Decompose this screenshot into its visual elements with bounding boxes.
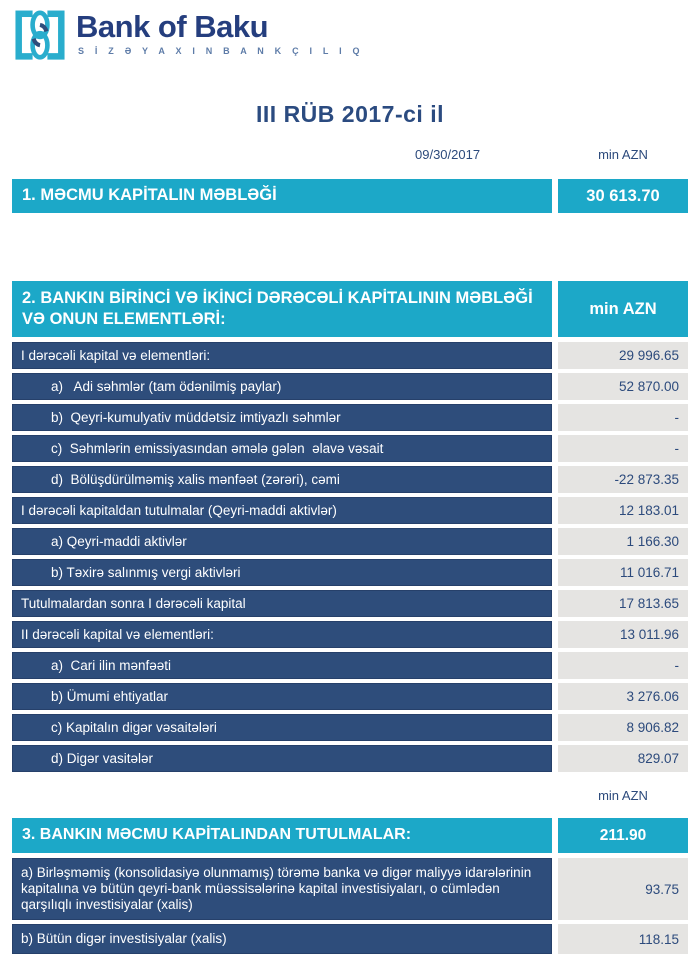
table-row xyxy=(12,714,688,741)
row-label: a) Qeyri-maddi aktivlər xyxy=(12,528,552,555)
unit-label-top: min AZN xyxy=(598,147,648,162)
row-label: c) Kapitalın digər vəsaitələri xyxy=(12,714,552,741)
chain-link-icon xyxy=(15,8,65,64)
row-value: 829.07 xyxy=(558,745,688,772)
section2-rows xyxy=(12,342,688,772)
row-value: 93.75 xyxy=(558,858,688,920)
row-value: 13 011.96 xyxy=(558,621,688,648)
row-label: I dərəcəli kapital və elementləri: xyxy=(12,342,552,369)
row-label: c) Səhmlərin emissiyasından əmələ gələn əlavə vəsait xyxy=(12,435,552,462)
row-label: b) Təxirə salınmış vergi aktivləri xyxy=(12,559,552,586)
row-value: -22 873.35 xyxy=(558,466,688,493)
table-row xyxy=(12,745,688,772)
table-row xyxy=(12,559,688,586)
section3-header xyxy=(12,818,688,853)
table-row xyxy=(12,435,688,462)
row-value: - xyxy=(558,435,688,462)
report-date: 09/30/2017 xyxy=(415,147,481,162)
section1-value: 30 613.70 xyxy=(558,179,688,213)
table-row xyxy=(12,342,688,369)
section1-title: 1. MƏCMU KAPİTALIN MƏBLƏĞİ xyxy=(12,179,552,213)
logo-wordmark: Bank of Baku xyxy=(76,9,269,44)
row-label: I dərəcəli kapitaldan tutulmalar (Qeyri-maddi aktivlər) xyxy=(12,497,552,524)
row-label: Tutulmalardan sonra I dərəcəli kapital xyxy=(12,590,552,617)
table-row xyxy=(12,590,688,617)
bank-logo xyxy=(15,8,688,64)
logo-tagline: S İ Z Ə Y A X I N B A N K Ç I L I Q xyxy=(78,46,364,56)
table-row xyxy=(12,466,688,493)
section2-header xyxy=(12,281,688,337)
row-value: 118.15 xyxy=(558,924,688,954)
row-value: - xyxy=(558,404,688,431)
row-label: a) Adi səhmlər (tam ödənilmiş paylar) xyxy=(12,373,552,400)
row-value: 29 996.65 xyxy=(558,342,688,369)
row-label: d) Digər vasitələr xyxy=(12,745,552,772)
section3-meta-row xyxy=(12,788,688,804)
table-row xyxy=(12,621,688,648)
table-row xyxy=(12,404,688,431)
section2-title: 2. BANKIN BİRİNCİ VƏ İKİNCİ DƏRƏCƏLİ KAPİTALININ MƏBLƏĞİ VƏ ONUN ELEMENTLƏRİ: xyxy=(12,281,552,337)
section2-unit: min AZN xyxy=(558,281,688,337)
row-label: a) Birləşməmiş (konsolidasiyə olunmamış) törəmə banka və digər maliyyə idarələrinin kapitalına və bütün qeyri-bank müəssisələrinə kapital investisiyaları, o cümlədən qarşılıqlı investisiyalar (xalis) xyxy=(12,858,552,920)
table-row xyxy=(12,683,688,710)
row-label: b) Ümumi ehtiyatlar xyxy=(12,683,552,710)
table-row xyxy=(12,528,688,555)
row-label: b) Qeyri-kumulyativ müddətsiz imtiyazlı səhmlər xyxy=(12,404,552,431)
row-value: 11 016.71 xyxy=(558,559,688,586)
row-value: 12 183.01 xyxy=(558,497,688,524)
row-value: 8 906.82 xyxy=(558,714,688,741)
table-row xyxy=(12,373,688,400)
row-label: II dərəcəli kapital və elementləri: xyxy=(12,621,552,648)
row-value: 52 870.00 xyxy=(558,373,688,400)
table-row xyxy=(12,858,688,920)
meta-row xyxy=(12,147,688,163)
row-value: - xyxy=(558,652,688,679)
section3-value: 211.90 xyxy=(558,818,688,853)
table-row xyxy=(12,652,688,679)
row-value: 1 166.30 xyxy=(558,528,688,555)
row-value: 17 813.65 xyxy=(558,590,688,617)
row-label: a) Cari ilin mənfəəti xyxy=(12,652,552,679)
section1-header xyxy=(12,179,688,213)
table-row xyxy=(12,497,688,524)
row-label: d) Bölüşdürülməmiş xalis mənfəət (zərəri), cəmi xyxy=(12,466,552,493)
unit-label-section3: min AZN xyxy=(598,788,648,803)
table-row xyxy=(12,924,688,954)
logo-text xyxy=(76,8,364,56)
row-value: 3 276.06 xyxy=(558,683,688,710)
row-label: b) Bütün digər investisiyalar (xalis) xyxy=(12,924,552,954)
report-title: III RÜB 2017-ci il xyxy=(256,101,444,127)
section3-rows xyxy=(12,858,688,954)
section3-title: 3. BANKIN MƏCMU KAPİTALINDAN TUTULMALAR: xyxy=(12,818,552,853)
